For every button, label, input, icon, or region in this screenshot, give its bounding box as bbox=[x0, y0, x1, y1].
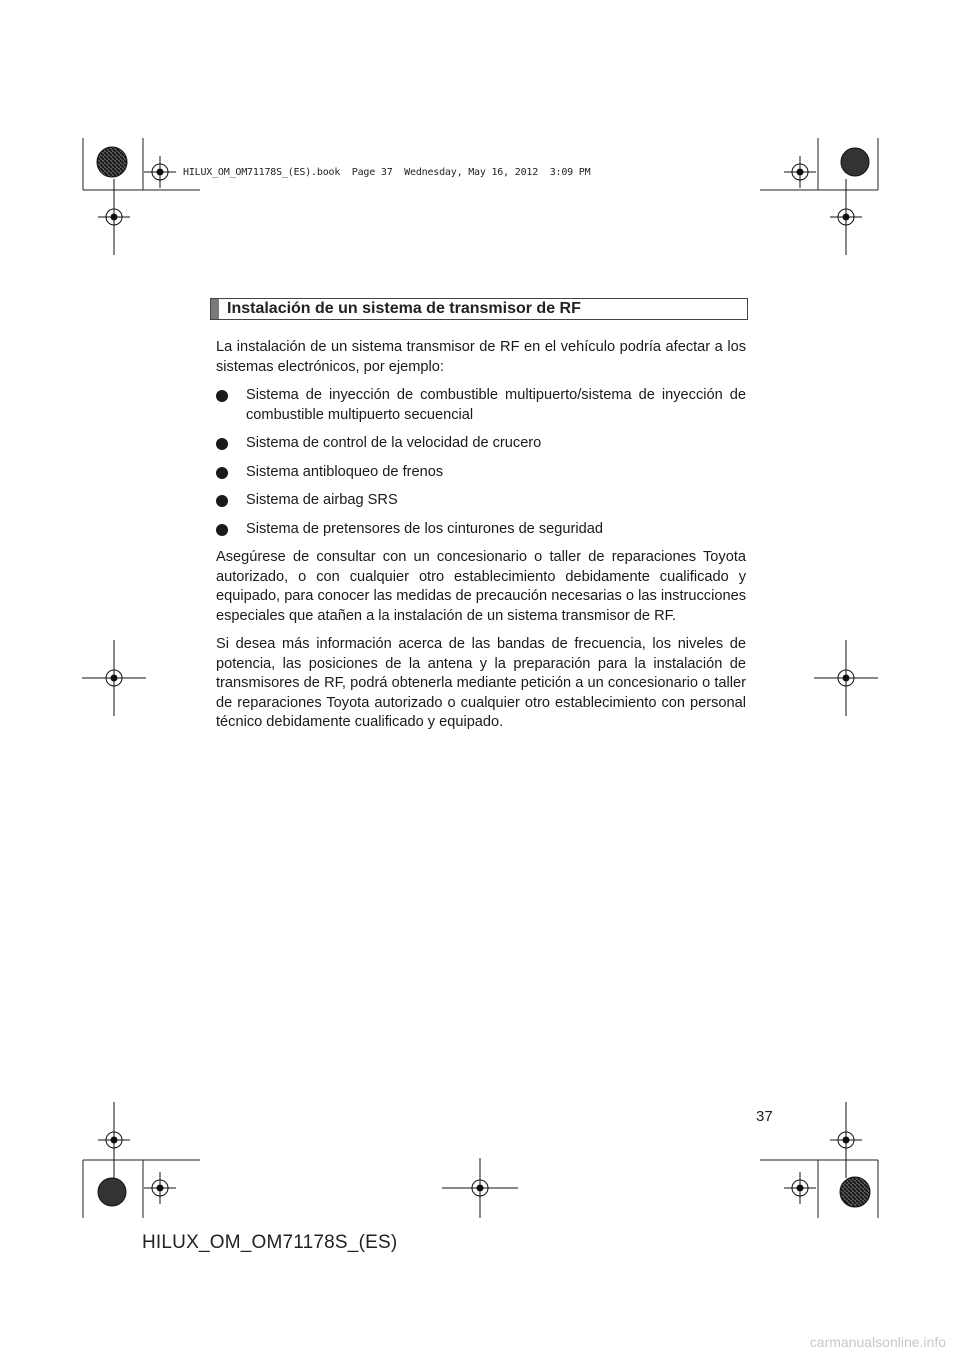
bullet-icon bbox=[216, 390, 228, 402]
section-title-bar bbox=[210, 298, 748, 320]
list-item: Sistema de airbag SRS bbox=[216, 491, 746, 511]
section-title-accent bbox=[211, 299, 219, 319]
list-item: Sistema antibloqueo de frenos bbox=[216, 463, 746, 483]
section-body bbox=[216, 338, 746, 742]
watermark: carmanualsonline.info bbox=[809, 1334, 946, 1350]
list-item: Sistema de control de la velocidad de crucero bbox=[216, 434, 746, 454]
page-number: 37 bbox=[756, 1108, 773, 1125]
bullet-icon bbox=[216, 495, 228, 507]
info-paragraph: Si desea más información acerca de las bandas de frecuencia, los niveles de potencia, las posiciones de la antena y la preparación para la instalación de transmisores de RF, podrá obtenerla mediante petición a un concesionario o taller de reparaciones Toyota autorizado o cualquier otro establecimiento con personal técnico debidamente cualificado y equipado. bbox=[216, 636, 746, 730]
bullet-list bbox=[216, 386, 746, 539]
print-header-stamp: HILUX_OM_OM71178S_(ES).book Page 37 Wednesday, May 16, 2012 3:09 PM bbox=[183, 167, 591, 178]
bullet-icon bbox=[216, 524, 228, 536]
bullet-icon bbox=[216, 438, 228, 450]
consult-paragraph: Asegúrese de consultar con un concesionario o taller de reparaciones Toyota autorizado, o con cualquier otro establecimiento debidamente cualificado y equipado, para conocer las medidas de precaución necesarias o las instrucciones especiales que atañen a la instalación de un sistema transmisor de RF. bbox=[216, 549, 746, 624]
list-item: Sistema de inyección de combustible multipuerto/sistema de inyección de combustible multipuerto secuencial bbox=[216, 386, 746, 425]
bullet-icon bbox=[216, 467, 228, 479]
intro-paragraph: La instalación de un sistema transmisor de RF en el vehículo podría afectar a los sistemas electrónicos, por ejemplo: bbox=[216, 339, 746, 375]
section-title: Instalación de un sistema de transmisor de RF bbox=[227, 300, 581, 317]
list-item: Sistema de pretensores de los cinturones de seguridad bbox=[216, 520, 746, 540]
document-code: HILUX_OM_OM71178S_(ES) bbox=[142, 1232, 398, 1253]
